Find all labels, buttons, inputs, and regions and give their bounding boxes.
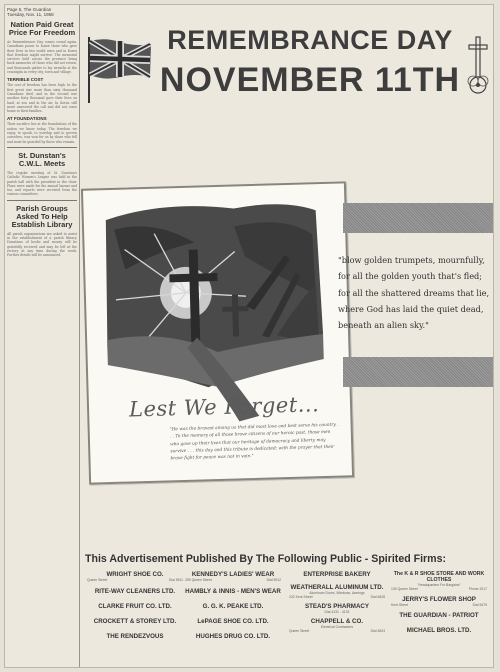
folio-line-2: Tuesday, Nov. 11, 1958 xyxy=(7,12,54,17)
article-paragraph: The cost of freedom has been high. In the first great war more than sixty thousand Canadians died, and in the second war another forty thousand gave their lives on land, at sea and in the air. In Korea still more answered the call and did not come home to their families. xyxy=(7,83,77,114)
subhead-terrible-cost: TERRIBLE COST xyxy=(7,77,44,83)
sponsor-firm: THE RENDEZVOUS xyxy=(106,633,164,640)
sponsor-phone: Dial 4131 - 4132 xyxy=(324,610,350,614)
poem-line: beneath an alien sky." xyxy=(338,320,429,331)
poem-line: for all the shattered dreams that lie, xyxy=(338,287,490,298)
headline-nation-paid: Nation Paid Great Price For Freedom xyxy=(8,20,76,37)
lest-we-forget-script: Lest We Forget... xyxy=(128,392,320,422)
sponsor-firm: THE GUARDIAN - PATRIOT xyxy=(399,612,479,619)
decorative-band-bottom xyxy=(343,357,493,387)
page-title: REMEMBRANCE DAY xyxy=(167,25,453,55)
sponsor-tagline: Electrical Contractors xyxy=(320,625,354,629)
sponsor-street: Kent Street xyxy=(391,603,408,607)
sponsor-firm: JERRY'S FLOWER SHOP xyxy=(402,596,476,603)
sponsor-firm: ENTERPRISE BAKERY xyxy=(303,571,371,578)
sponsor-column-4 xyxy=(385,571,493,634)
column-divider xyxy=(7,200,77,201)
poem-line: for all the golden youth that's fled; xyxy=(338,271,483,282)
sponsor-address xyxy=(385,603,493,607)
subhead-foundations: AT FOUNDATIONS xyxy=(7,116,47,122)
union-jack-flag-icon xyxy=(85,35,155,105)
sponsor-phone: Dial 5511 xyxy=(168,578,183,582)
sponsor-firm: G. G. K. PEAKE LTD. xyxy=(202,603,264,610)
sponsor-street: 139 Queen Street xyxy=(391,587,418,591)
sponsor-address xyxy=(283,595,391,599)
sponsor-street: 232 Kent Street xyxy=(289,595,313,599)
sponsor-tagline: Aluminum Doors, Windows, Awnings xyxy=(309,591,365,595)
sponsor-firm: RITE-WAY CLEANERS LTD. xyxy=(94,588,176,595)
folio xyxy=(7,7,77,17)
sponsor-firm: CHAPPELL & CO. xyxy=(310,618,364,625)
sponsor-phone: Dial 4824 xyxy=(370,629,385,633)
sponsors-heading: This Advertisement Published By The Following Public - Spirited Firms: xyxy=(85,553,447,565)
sponsor-tagline: "Headquarters For Bargains" xyxy=(417,583,461,587)
left-news-column xyxy=(7,7,77,663)
column-rule xyxy=(79,5,80,667)
sponsor-column-2 xyxy=(179,571,287,640)
column-divider xyxy=(7,147,77,148)
sponsor-firm: LePAGE SHOE CO. LTD. xyxy=(197,618,269,625)
article-paragraph: The regular meeting of St. Dunstan's Catholic Women's League was held in the parish hall with the president in the chair. Plans were made for the annual bazaar and tea, and reports were received from the various committees. xyxy=(7,170,77,197)
sponsor-firm: CLARKE FRUIT CO. LTD. xyxy=(98,603,172,610)
sponsor-phone: Phone 2017 xyxy=(468,587,487,591)
sponsor-address xyxy=(385,587,493,591)
sponsor-street: 259 Queen Street xyxy=(185,578,212,582)
sponsor-street: Queen Street xyxy=(289,629,310,633)
sponsor-phone: Dial 6628 xyxy=(370,595,385,599)
date-title: NOVEMBER 11TH xyxy=(159,61,461,99)
sponsor-firm: HAMBLY & INNIS - MEN'S WEAR xyxy=(185,588,281,595)
sponsor-firm: CROCKETT & STOREY LTD. xyxy=(93,618,177,625)
article-paragraph: All parish organizations are asked to assist in the establishment of a parish library. Donations of books and money will be gratefully received and may be left at the rectory at any time during the week. Further details will be announced. xyxy=(7,231,77,258)
headline-library: Parish Groups Asked To Help Establish Library xyxy=(11,203,73,229)
sponsor-address xyxy=(179,578,287,582)
lest-we-forget-poster xyxy=(81,181,354,484)
sponsor-street: Queen Street xyxy=(87,578,108,582)
sponsor-firm: WEATHERALL ALUMINUM LTD. xyxy=(290,584,384,591)
sponsor-firm: STEAD'S PHARMACY xyxy=(304,603,370,610)
headline-cwl: St. Dunstan's C.W.L. Meets xyxy=(18,150,66,168)
sponsor-firm: MICHAEL BROS. LTD. xyxy=(406,627,472,634)
poem-line: where God has laid the quiet dead, xyxy=(338,303,484,314)
sponsor-firm: The K & R SHOE STORE AND WORK CLOTHES xyxy=(393,571,485,583)
sponsor-address xyxy=(283,629,391,633)
sponsor-firm: KENNEDY'S LADIES' WEAR xyxy=(191,571,275,578)
sponsor-column-1 xyxy=(81,571,189,640)
article-paragraph: Their sacrifice lies at the foundations of the nation we know today. The freedom we enjoy, to speak, to worship and to govern ourselves, was won for us by those who fell and must be guarded by those who remain. xyxy=(7,122,77,144)
poem-line: "blow golden trumpets, mournfully, xyxy=(338,255,485,265)
newspaper-page xyxy=(4,4,494,668)
poem xyxy=(338,252,494,333)
memorial-quote: "He was the bravest among us that did most love and best serve his country . . . To the memory of all those brave citizens of our heroic past, those men who gave up their lives that our heritage of democracy and liberty may survive . . . this day and this tribute is dedicated; with the prayer that their brave fight for peace was not in vain." xyxy=(169,422,339,462)
sponsor-column-3 xyxy=(283,571,391,633)
sponsor-address xyxy=(81,578,189,582)
article-paragraph: As Remembrance Day comes round again, Canadians pause to honor those who gave their lives in two world wars and in Korea that freedom might survive. The memorial services held across the province bring back memories of those who did not return, and thousands gather to lay wreaths at the cenotaphs in every city, town and village. xyxy=(7,40,77,75)
sponsor-firm: HUGHES DRUG CO. LTD. xyxy=(195,633,271,640)
sponsor-firm: WRIGHT SHOE CO. xyxy=(106,571,164,578)
poppy-cross-icon xyxy=(461,33,494,101)
decorative-band-top xyxy=(343,203,493,233)
sponsor-phone: Dial 5912 xyxy=(266,578,281,582)
folio-line-1: Page 6, The Guardian xyxy=(7,7,52,12)
sponsor-phone: Dial 5479 xyxy=(472,603,487,607)
